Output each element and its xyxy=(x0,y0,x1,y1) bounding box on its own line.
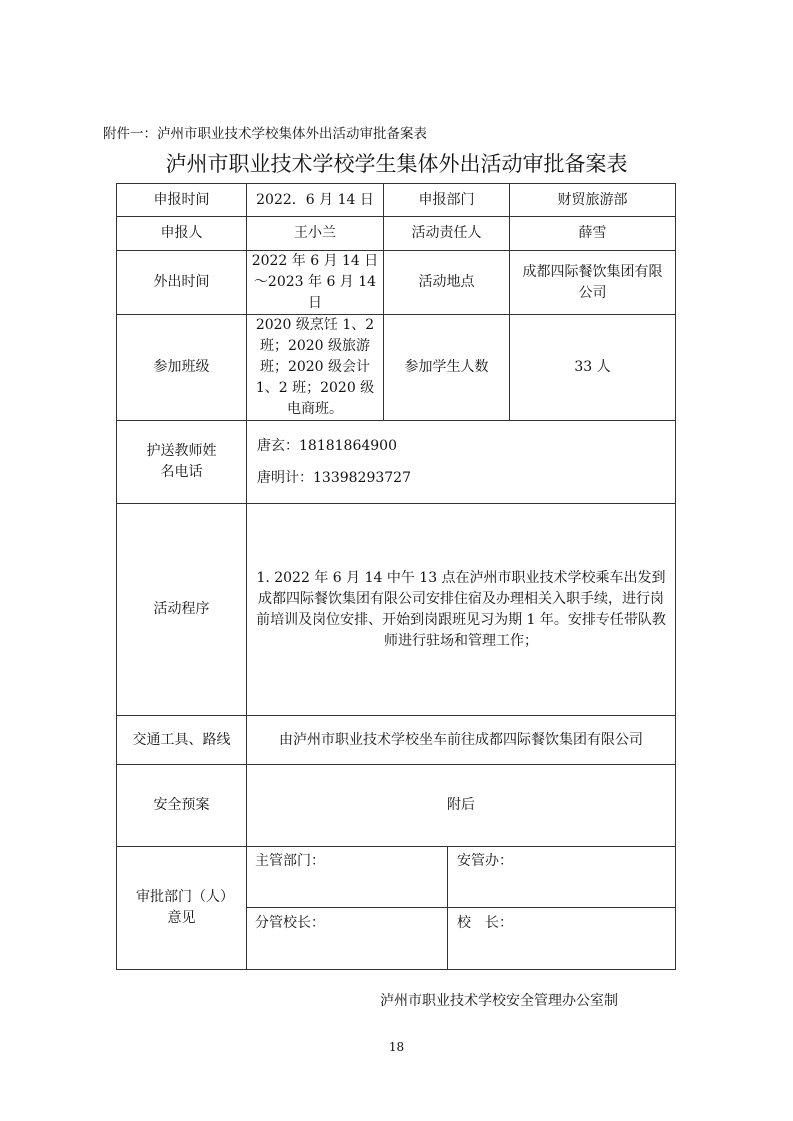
safety-label: 安全预案 xyxy=(117,765,247,847)
teachers-label: 护送教师姓名电话 xyxy=(117,421,247,504)
reporter: 王小兰 xyxy=(247,217,384,251)
students-label: 参加学生人数 xyxy=(384,315,510,421)
students: 33 人 xyxy=(510,315,676,421)
teacher-1: 唐玄：18181864900 xyxy=(257,437,397,454)
report-time-label: 申报时间 xyxy=(117,184,247,217)
safety-office-opinion: 安管办： xyxy=(457,853,513,869)
out-time: 2022 年 6 月 14 日～2023 年 6 月 14 日 xyxy=(247,251,384,315)
out-time-label: 外出时间 xyxy=(117,251,247,315)
location-label: 活动地点 xyxy=(384,251,510,315)
classes: 2020 级烹饪 1、2 班；2020 级旅游班；2020 级会计 1、2 班；2020 级电商班。 xyxy=(247,315,384,421)
principal-opinion: 校 长： xyxy=(457,915,513,931)
page-title: 泸州市职业技术学校学生集体外出活动审批备案表 xyxy=(165,152,628,176)
safety: 附后 xyxy=(247,765,676,847)
report-dept: 财贸旅游部 xyxy=(510,184,676,217)
responsible-label: 活动责任人 xyxy=(384,217,510,251)
vice-principal-opinion: 分管校长： xyxy=(255,915,325,931)
teacher-2: 唐明计：13398293727 xyxy=(257,469,411,486)
report-dept-label: 申报部门 xyxy=(384,184,510,217)
transport: 由泸州市职业技术学校坐车前往成都四际餐饮集团有限公司 xyxy=(247,716,676,765)
approval-form-table xyxy=(116,183,676,970)
transport-label: 交通工具、路线 xyxy=(117,716,247,765)
program-label: 活动程序 xyxy=(117,504,247,716)
approval-area xyxy=(247,847,676,970)
program: 1. 2022 年 6 月 14 中午 13 点在泸州市职业技术学校乘车出发到成都四际餐饮集团有限公司安排住宿及办理相关入职手续，进行岗前培训及岗位安排、开始到岗跟班见习为期 1 年。安排专任带队教师进行驻场和管理工作； xyxy=(247,504,676,716)
attachment-label: 附件一：泸州市职业技术学校集体外出活动审批备案表 xyxy=(103,126,427,142)
classes-label: 参加班级 xyxy=(117,315,247,421)
approval-label: 审批部门（人）意见 xyxy=(117,847,247,970)
main-dept-opinion: 主管部门： xyxy=(255,853,325,869)
reporter-label: 申报人 xyxy=(117,217,247,251)
report-time: 2022．6 月 14 日 xyxy=(247,184,384,217)
page-number: 18 xyxy=(388,1040,405,1054)
teachers xyxy=(247,421,676,504)
location: 成都四际餐饮集团有限公司 xyxy=(510,251,676,315)
footer-issuer: 泸州市职业技术学校安全管理办公室制 xyxy=(380,993,618,1009)
responsible: 薛雪 xyxy=(510,217,676,251)
